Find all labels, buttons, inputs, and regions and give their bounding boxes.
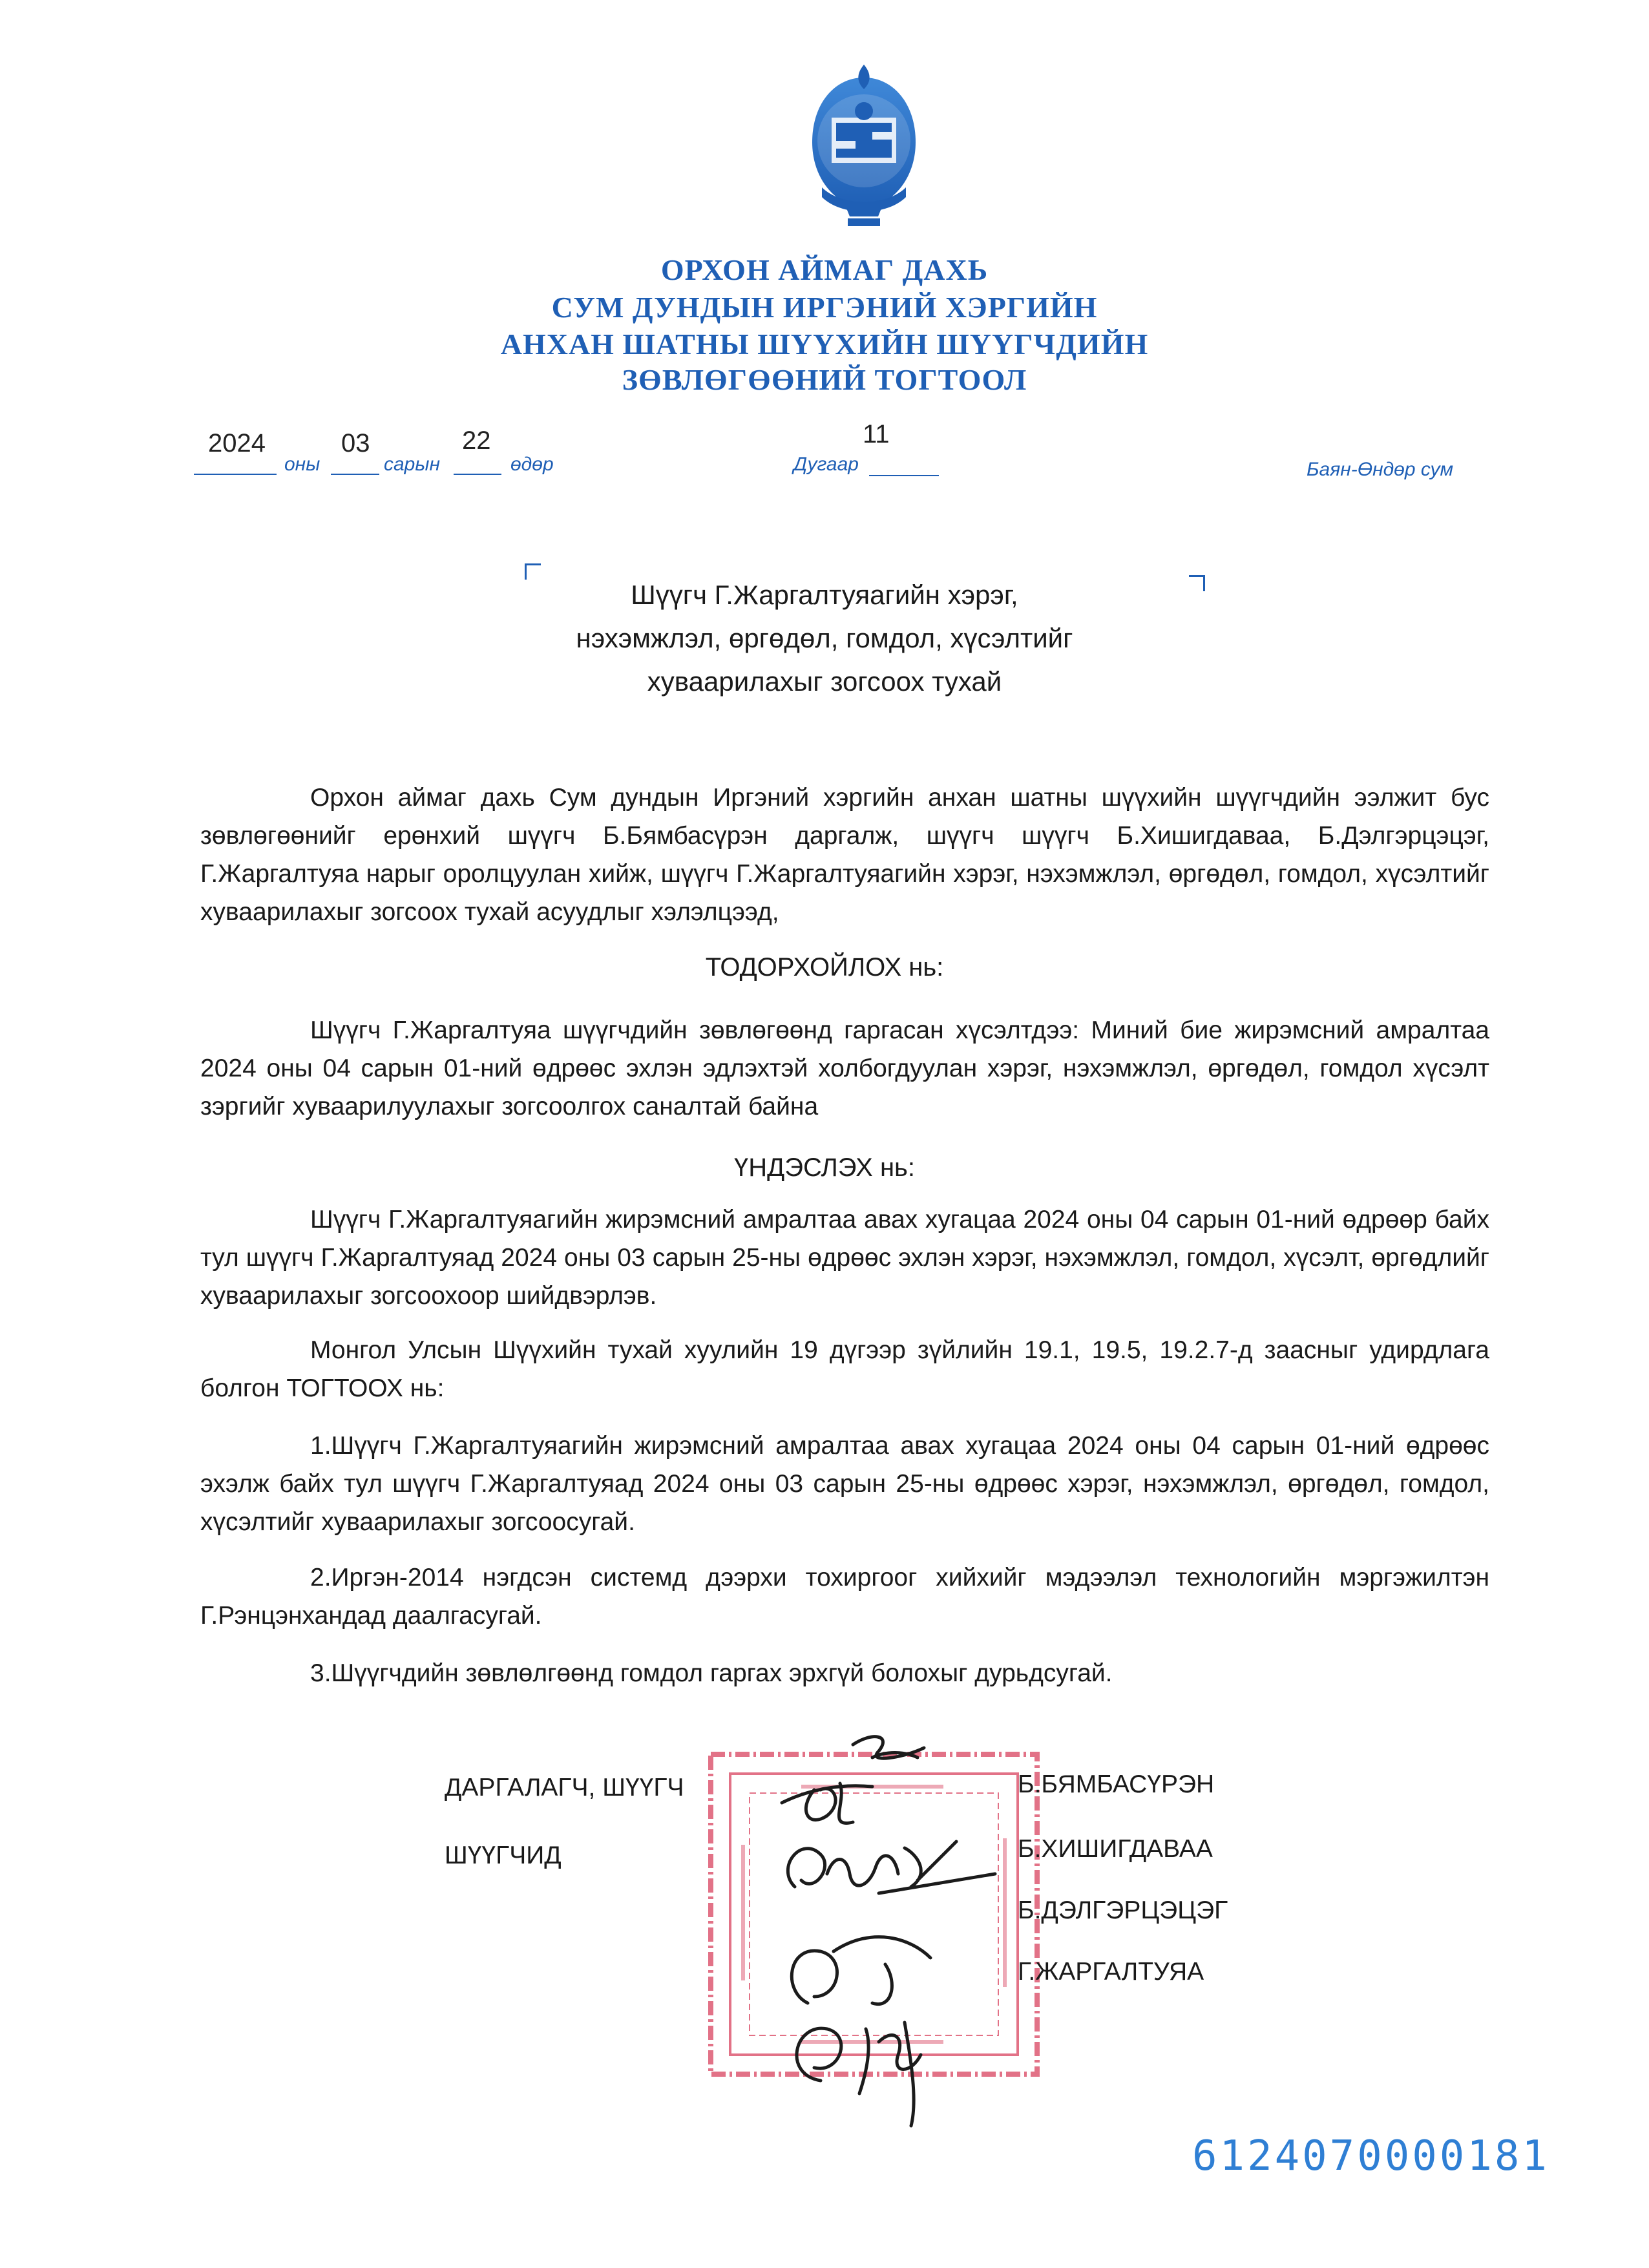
date-day: 22 bbox=[462, 426, 491, 455]
grounds-heading: ҮНДЭСЛЭХ нь: bbox=[734, 1153, 915, 1182]
title-line-2: нэхэмжлэл, өргөдөл, гомдол, хүсэлтийг bbox=[576, 623, 1073, 653]
decision-item-3: 3.Шүүгчдийн зөвлөлгөөнд гомдол гаргах эрхгүй болохыг дурьдсугай. bbox=[310, 1659, 1113, 1687]
year-label: оны bbox=[284, 454, 320, 475]
header-line-4: ЗӨВЛӨГӨӨНИЙ ТОГТООЛ bbox=[622, 363, 1027, 396]
header-line-2: СУМ ДУНДЫН ИРГЭНИЙ ХЭРГИЙН bbox=[551, 291, 1098, 324]
day-underline bbox=[454, 474, 501, 475]
month-label: сарын bbox=[384, 454, 440, 475]
title-bracket-left bbox=[525, 563, 541, 580]
decree-number: 11 bbox=[863, 420, 890, 448]
year-underline bbox=[194, 474, 277, 475]
header-line-3: АНХАН ШАТНЫ ШҮҮХИЙН ШҮҮГЧДИЙН bbox=[500, 328, 1149, 361]
role-chair: ДАРГАЛАГЧ, ШҮҮГЧ bbox=[445, 1774, 684, 1801]
handwritten-signatures bbox=[743, 1719, 1027, 2132]
header-line-1: ОРХОН АЙМАГ ДАХЬ bbox=[660, 253, 989, 286]
day-label: өдөр bbox=[510, 454, 554, 475]
role-judges: ШҮҮГЧИД bbox=[445, 1842, 562, 1869]
findings-paragraph: Шүүгч Г.Жаргалтуяа шүүгчдийн зөвлөгөөнд гаргасан хүсэлтдээ: Миний бие жирэмсний амралтаа 2024 оны 04 сарын 01-ний өдрөөс эхлэн эдлэхтэй холбогдуулан хэрэг, нэхэмжлэл, өргөдөл, гомдол хүсэлт зэргийг хуваарилуулахыг зогсоолгох саналтай байна bbox=[200, 1016, 1489, 1120]
number-underline bbox=[869, 475, 939, 476]
grounds-paragraph: Шүүгч Г.Жаргалтуяагийн жирэмсний амралтаа авах хугацаа 2024 оны 04 сарын 01-ний өдрөөр байх тул шүүгч Г.Жаргалтуяад 2024 оны 03 сарын 25-ны өдрөөс эхлэн хэрэг, нэхэмжлэл, гомдол, хүсэлт, өргөдлийг хуваарилахыг зогсоохоор шийдвэрлэв. bbox=[200, 1206, 1489, 1310]
document-serial-number: 6124070000181 bbox=[1192, 2132, 1549, 2180]
date-month: 03 bbox=[341, 429, 370, 457]
signatory-name-3: Б.ДЭЛГЭРЦЭЦЭГ bbox=[1018, 1896, 1228, 1924]
findings-heading: ТОДОРХОЙЛОХ нь: bbox=[705, 953, 944, 982]
signatory-name-2: Б.ХИШИГДАВАА bbox=[1018, 1835, 1213, 1863]
intro-paragraph: Орхон аймаг дахь Сум дундын Иргэний хэргийн анхан шатны шүүхийн шүүгчдийн ээлжит бус зөвлөгөөнийг ерөнхий шүүгч Б.Бямбасүрэн даргалж, шүүгч шүүгч Б.Хишигдаваа, Б.Дэлгэрцэцэг, Г.Жаргалтуяа нарыг оролцуулан хийж, шүүгч Г.Жаргалтуяагийн хэрэг, нэхэмжлэл, өргөдөл, гомдол, хүсэлтийг хуваарилахыг зогсоох тухай асуудлыг хэлэлцээд, bbox=[200, 784, 1489, 926]
decision-item-2: 2.Иргэн-2014 нэгдсэн системд дээрхи тохиргоог хийхийг мэдээлэл технологийн мэргэжилтэн Г.Рэнцэнхандад даалгасугай. bbox=[200, 1564, 1489, 1630]
title-line-3: хуваарилахыг зогсоох тухай bbox=[647, 666, 1002, 697]
decision-item-1: 1.Шүүгч Г.Жаргалтуяагийн жирэмсний амралтаа авах хугацаа 2024 оны 04 сарын 01-ний өдрөөс эхэлж байх тул шүүгч Г.Жаргалтуяад 2024 оны 03 сарын 25-ны өдрөөс хэрэг, нэхэмжлэл, өргөдөл, гомдол, хүсэлтийг хуваарилахыг зогсоосугай. bbox=[200, 1432, 1489, 1536]
date-year: 2024 bbox=[208, 429, 266, 457]
signatory-name-1: Б.БЯМБАСҮРЭН bbox=[1018, 1770, 1215, 1798]
signatory-name-4: Г.ЖАРГАЛТУЯА bbox=[1018, 1958, 1204, 1986]
title-line-1: Шүүгч Г.Жаргалтуяагийн хэрэг, bbox=[631, 580, 1018, 610]
month-underline bbox=[331, 474, 379, 475]
place-label: Баян-Өндөр сум bbox=[1307, 459, 1454, 480]
number-label: Дугаар bbox=[793, 454, 859, 475]
state-emblem-icon bbox=[796, 58, 932, 229]
basis-paragraph: Монгол Улсын Шүүхийн тухай хуулийн 19 дүгээр зүйлийн 19.1, 19.5, 19.2.7-д заасныг удирдлага болгон ТОГТООХ нь: bbox=[200, 1336, 1489, 1402]
